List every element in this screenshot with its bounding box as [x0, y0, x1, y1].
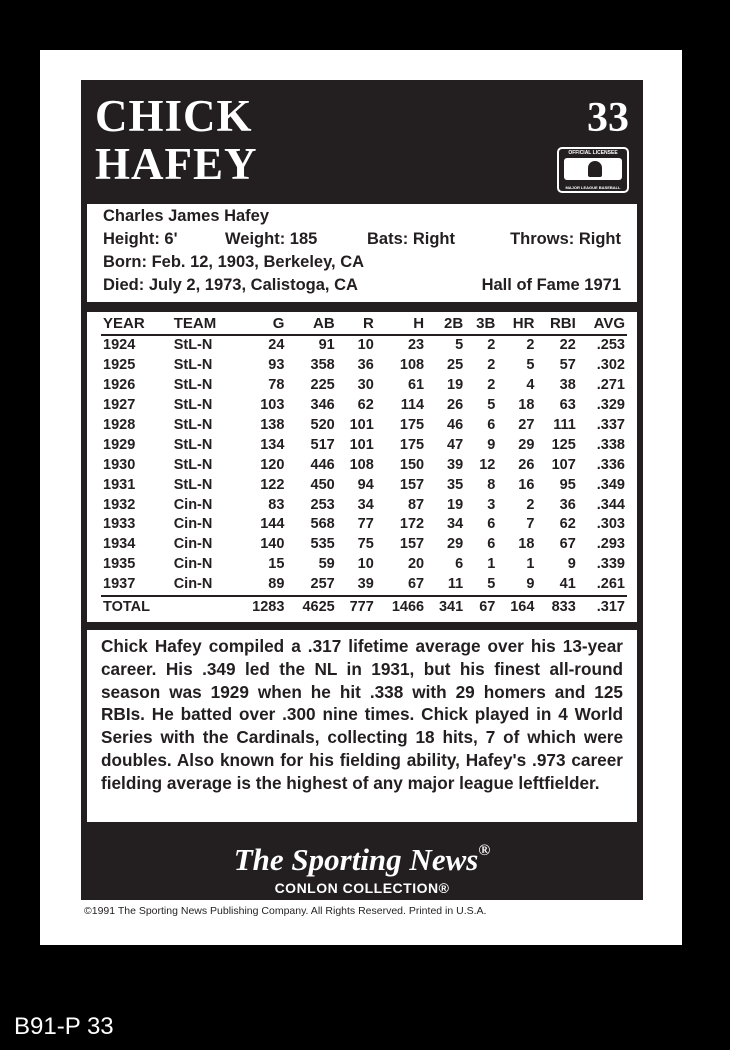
died: Died: July 2, 1973, Calistoga, CA — [103, 276, 358, 294]
stats-cell: 7 — [526, 516, 535, 533]
stats-cell: 83 — [268, 496, 285, 513]
stats-cell: 4 — [526, 377, 535, 394]
conlon-collection: CONLON COLLECTION® — [274, 880, 450, 896]
stats-header-3b: 3B — [465, 312, 497, 335]
stats-cell: 358 — [310, 357, 335, 374]
stats-total-cell: 341 — [426, 596, 465, 619]
stats-panel — [87, 312, 637, 622]
stats-cell: 93 — [268, 357, 285, 374]
stats-cell: 29 — [447, 536, 464, 553]
stats-header-ab: AB — [286, 312, 336, 335]
stats-cell: 172 — [399, 516, 425, 533]
item-label: B91-P 33 — [14, 1013, 114, 1040]
stats-cell: 36 — [357, 357, 374, 374]
throws: Throws: Right — [510, 230, 621, 248]
stats-cell: 2 — [487, 357, 496, 374]
stats-header-g: G — [236, 312, 286, 335]
stats-cell: 450 — [310, 476, 335, 493]
stats-cell: 1930 — [103, 456, 136, 473]
stats-cell: 120 — [260, 456, 285, 473]
stats-row — [101, 515, 627, 535]
player-last-name: HAFEY — [95, 139, 258, 189]
stats-cell: 78 — [268, 377, 285, 394]
weight: Weight: 185 — [225, 230, 318, 248]
hall-of-fame: Hall of Fame 1971 — [481, 276, 621, 294]
stats-cell: 1926 — [103, 377, 136, 394]
stats-cell: StL-N — [173, 397, 213, 414]
stats-total-cell: 164 — [497, 596, 536, 619]
stats-cell: 26 — [447, 397, 464, 414]
stats-header-row — [101, 312, 627, 335]
stats-cell: 34 — [357, 496, 374, 513]
stats-cell: 67 — [559, 536, 576, 553]
stats-cell: 108 — [399, 357, 425, 374]
stats-row — [101, 555, 627, 575]
stats-cell: Cin-N — [173, 496, 213, 513]
stats-row — [101, 396, 627, 416]
stats-row — [101, 575, 627, 596]
stats-cell: .253 — [596, 337, 625, 354]
stats-cell: 1932 — [103, 496, 136, 513]
stats-cell: 225 — [310, 377, 335, 394]
stats-cell: 29 — [518, 436, 535, 453]
stats-cell: 1933 — [103, 516, 136, 533]
stats-cell: 103 — [260, 397, 285, 414]
stats-cell: 18 — [518, 397, 535, 414]
stats-cell: 1924 — [103, 337, 136, 354]
stats-cell: 138 — [260, 417, 285, 433]
stats-header-rbi: RBI — [536, 312, 577, 335]
stats-cell: .293 — [596, 536, 625, 553]
stats-cell: .271 — [596, 377, 625, 394]
stats-cell: 101 — [349, 436, 374, 453]
stats-cell: 1 — [487, 556, 496, 573]
stats-cell: 77 — [357, 516, 374, 533]
stats-cell: 5 — [487, 576, 496, 593]
stats-cell: 253 — [310, 496, 335, 513]
mlb-logo-bottom-text: MAJOR LEAGUE BASEBALL — [565, 185, 621, 190]
stats-cell: 9 — [487, 436, 496, 453]
baseball-card-back — [40, 50, 682, 945]
stats-cell: 150 — [399, 456, 425, 473]
stats-header-2b: 2B — [426, 312, 465, 335]
stats-cell: 19 — [447, 496, 464, 513]
stats-total-cell: .317 — [578, 596, 627, 619]
stats-cell: 3 — [487, 496, 496, 513]
stats-cell: 6 — [487, 536, 496, 553]
stats-total-cell: 833 — [536, 596, 577, 619]
stats-row — [101, 435, 627, 455]
stats-cell: 1928 — [103, 417, 136, 433]
stats-cell: .329 — [596, 397, 625, 414]
stats-header-avg: AVG — [578, 312, 627, 335]
full-name: Charles James Hafey — [103, 207, 270, 225]
stats-cell: 1 — [526, 556, 535, 573]
stats-total-cell: 4625 — [286, 596, 336, 619]
stats-cell: 1931 — [103, 476, 136, 493]
stats-cell: 10 — [357, 556, 374, 573]
stats-cell: .349 — [596, 476, 625, 493]
mlb-logo-icon — [557, 147, 629, 193]
stats-cell: 6 — [487, 516, 496, 533]
height: Height: 6' — [103, 230, 178, 248]
stats-cell: 22 — [559, 337, 576, 354]
stats-cell: 114 — [400, 397, 425, 414]
born: Born: Feb. 12, 1903, Berkeley, CA — [103, 253, 365, 271]
stats-cell: 6 — [487, 417, 496, 433]
stats-cell: 2 — [487, 337, 496, 354]
stats-total-cell: 67 — [465, 596, 497, 619]
stats-row — [101, 416, 627, 436]
stats-cell: .261 — [596, 576, 625, 593]
stats-cell: 26 — [518, 456, 535, 473]
stats-cell: 62 — [357, 397, 374, 414]
stats-cell: 5 — [487, 397, 496, 414]
stats-cell: .344 — [596, 496, 625, 513]
stats-cell: 89 — [268, 576, 285, 593]
stats-cell: 346 — [310, 397, 335, 414]
stats-cell: 9 — [526, 576, 535, 593]
stats-cell: 67 — [407, 576, 425, 593]
stats-header-h: H — [376, 312, 426, 335]
bio-paragraph: Chick Hafey compiled a .317 lifetime average over his 13-year career. His .349 led the NL in 1931, but his finest all-round season was 1929 when he hit .338 with 29 homers and 125 RBIs. He batted over .300 nine times. Chick played in 4 World Series with the Cardinals, collecting 18 hits, 7 of which were doubles. Also known for his fielding ability, Hafey's .973 career fielding average is the highest of any major league leftfielder. — [101, 636, 623, 793]
registered-mark: ® — [478, 842, 491, 859]
stats-cell: 140 — [260, 536, 285, 553]
stats-header-year: YEAR — [101, 312, 172, 335]
stats-cell: 1927 — [103, 397, 136, 414]
stats-cell: 1934 — [103, 536, 136, 553]
bats: Bats: Right — [367, 230, 455, 248]
stats-cell: 1925 — [103, 357, 136, 374]
stats-cell: .302 — [596, 357, 625, 374]
stats-total-cell: 1466 — [376, 596, 426, 619]
stats-cell: 107 — [551, 456, 576, 473]
stats-total-cell: 777 — [337, 596, 376, 619]
stats-cell: Cin-N — [173, 516, 213, 533]
stats-cell: 257 — [310, 576, 335, 593]
stats-cell: 1935 — [103, 556, 136, 573]
bio-text-panel — [87, 630, 637, 822]
stats-cell: 446 — [310, 456, 335, 473]
stats-cell: StL-N — [173, 476, 213, 493]
stats-cell: 62 — [559, 516, 576, 533]
stats-cell: Cin-N — [173, 556, 213, 573]
stats-cell: 111 — [553, 417, 576, 433]
stats-cell: 6 — [455, 556, 464, 573]
stats-cell: 517 — [310, 436, 335, 453]
stats-total-cell: 1283 — [236, 596, 286, 619]
stats-header-team: TEAM — [172, 312, 236, 335]
stats-cell: 2 — [526, 337, 535, 354]
stats-cell: 5 — [455, 337, 464, 354]
stats-cell: 30 — [357, 377, 374, 394]
stats-cell: 61 — [407, 377, 425, 394]
stats-row — [101, 455, 627, 475]
stats-cell: 157 — [399, 476, 425, 493]
bio-panel — [87, 204, 637, 302]
stats-cell: .336 — [596, 456, 625, 473]
stats-cell: StL-N — [173, 436, 213, 453]
stats-cell: 38 — [559, 377, 576, 394]
stats-cell: 39 — [357, 576, 374, 593]
stats-cell: 47 — [447, 436, 464, 453]
stats-cell: 59 — [318, 556, 335, 573]
stats-cell: 94 — [357, 476, 374, 493]
stats-cell: 87 — [407, 496, 425, 513]
stats-cell: 27 — [518, 417, 535, 433]
stats-cell: 2 — [526, 496, 535, 513]
stats-cell: 25 — [447, 357, 464, 374]
stats-cell: 57 — [559, 357, 576, 374]
stats-cell: .303 — [596, 516, 625, 533]
stats-row — [101, 376, 627, 396]
stats-cell: 1937 — [103, 576, 136, 593]
stats-cell: 101 — [349, 417, 374, 433]
stats-row — [101, 495, 627, 515]
stats-cell: 157 — [399, 536, 425, 553]
stats-cell: 41 — [559, 576, 576, 593]
stats-cell: 12 — [479, 456, 496, 473]
stats-cell: 35 — [447, 476, 464, 493]
stats-cell: 5 — [526, 357, 535, 374]
stats-cell: .338 — [596, 436, 625, 453]
stats-table — [101, 312, 627, 619]
stats-cell: StL-N — [173, 357, 213, 374]
stats-row — [101, 335, 627, 356]
stats-cell: 34 — [447, 516, 464, 533]
player-first-name: CHICK — [95, 91, 253, 141]
stats-cell: 2 — [487, 377, 496, 394]
mlb-logo-top-text: OFFICIAL LICENSEE — [568, 150, 618, 156]
stats-total-cell: TOTAL — [101, 596, 172, 619]
stats-row — [101, 475, 627, 495]
stats-cell: 19 — [447, 377, 464, 394]
stats-cell: 39 — [447, 456, 464, 473]
sporting-news-logo — [81, 842, 643, 878]
player-name — [95, 92, 258, 188]
stats-cell: StL-N — [173, 456, 213, 473]
stats-cell: Cin-N — [173, 536, 213, 553]
stats-row — [101, 356, 627, 376]
stats-cell: 23 — [407, 337, 425, 354]
stats-header-hr: HR — [497, 312, 536, 335]
stats-total-row — [101, 596, 627, 619]
stats-cell: 108 — [349, 456, 374, 473]
stats-cell: 10 — [357, 337, 374, 354]
stats-cell: 15 — [268, 556, 285, 573]
stats-cell: 1929 — [103, 436, 136, 453]
stats-cell: 91 — [318, 337, 335, 354]
stats-cell: 125 — [551, 436, 576, 453]
stats-cell: 63 — [559, 397, 576, 414]
stats-cell: 535 — [310, 536, 335, 553]
stats-cell: 20 — [407, 556, 425, 573]
stats-cell: 95 — [559, 476, 576, 493]
sporting-news-logo-text: The Sporting News — [233, 842, 479, 877]
stats-cell: 24 — [268, 337, 285, 354]
stats-cell: StL-N — [173, 337, 213, 354]
stats-cell: 16 — [518, 476, 535, 493]
stats-row — [101, 535, 627, 555]
stats-cell: 175 — [399, 436, 425, 453]
stats-cell: StL-N — [173, 417, 213, 433]
stats-cell: 11 — [447, 576, 464, 593]
stats-cell: 122 — [260, 476, 285, 493]
stats-cell: .339 — [596, 556, 625, 573]
stats-cell: 18 — [518, 536, 535, 553]
copyright-text: ©1991 The Sporting News Publishing Company. All Rights Reserved. Printed in U.S.A. — [84, 905, 487, 917]
stats-cell: 8 — [487, 476, 496, 493]
stats-cell: 9 — [567, 556, 576, 573]
stats-cell: 520 — [310, 417, 335, 433]
stats-cell: 134 — [260, 436, 285, 453]
stats-cell: StL-N — [173, 377, 213, 394]
stats-cell: .337 — [596, 417, 625, 433]
stats-cell: 46 — [447, 417, 464, 433]
stats-cell: Cin-N — [173, 576, 213, 593]
card-frame — [81, 80, 643, 900]
stats-header-r: R — [337, 312, 376, 335]
stats-total-cell — [172, 596, 236, 619]
stats-cell: 36 — [559, 496, 576, 513]
stats-cell: 144 — [260, 516, 285, 533]
stats-cell: 75 — [357, 536, 374, 553]
stats-cell: 568 — [310, 516, 335, 533]
card-number: 33 — [587, 95, 629, 141]
stats-cell: 175 — [399, 417, 425, 433]
